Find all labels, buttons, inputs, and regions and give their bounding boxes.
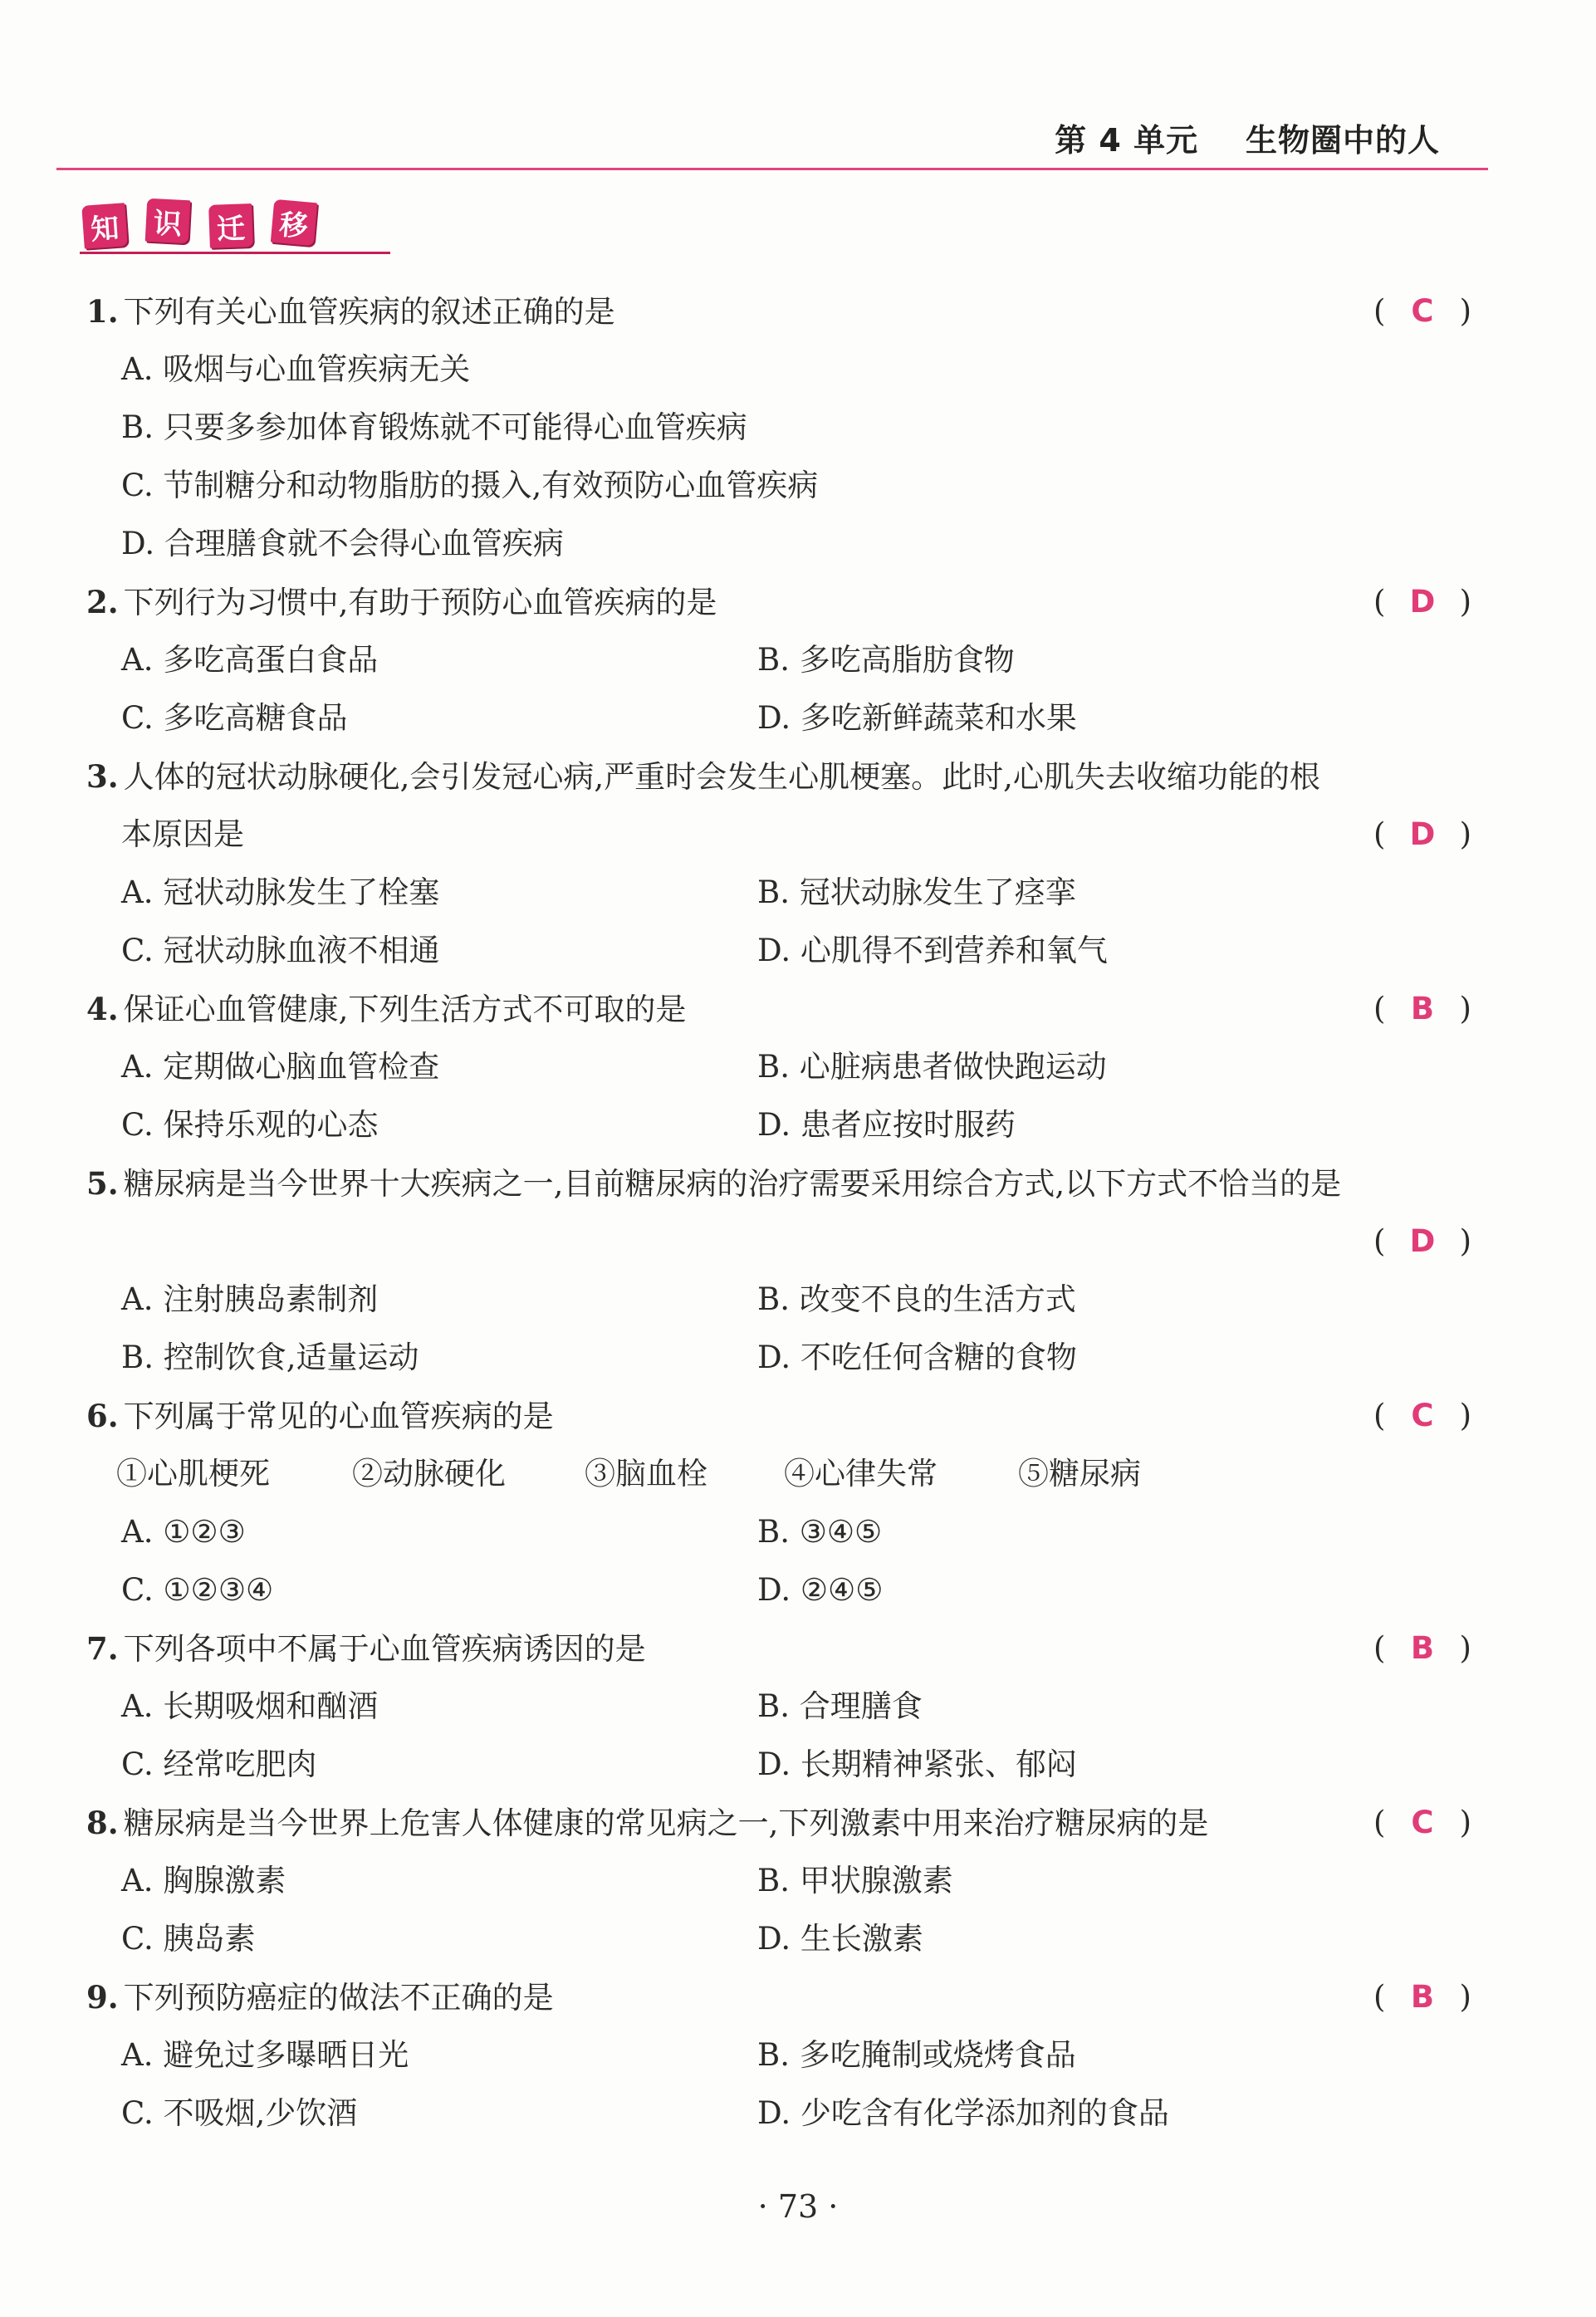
option-d: D. 不吃任何含糖的食物 [757,1340,1077,1375]
question-9 [0,1968,1596,2143]
answer-slot: ( C ) [1373,1387,1471,1445]
answer-slot: ( D ) [1373,1212,1471,1271]
question-8 [0,1794,1596,1968]
unit-title: 第 4 单元 生物圈中的人 [1055,122,1440,159]
option-d: D. ②④⑤ [757,1572,884,1608]
question-number: 9. [86,1979,119,2016]
option-a: A. 避免过多曝晒日光 [121,2037,409,2073]
question-stem: 糖尿病是当今世界上危害人体健康的常见病之一,下列激素中用来治疗糖尿病的是 [123,1805,1209,1841]
answer-slot: ( C ) [1373,282,1471,340]
option-b: B. 多吃腌制或烧烤食品 [757,2037,1076,2073]
item-4: ④心律失常 [784,1456,938,1492]
question-number: 8. [86,1805,119,1841]
answer-value: B [1410,991,1435,1026]
answer-value: D [1409,584,1436,620]
answer-slot: ( D ) [1373,573,1471,631]
option-b: B. 多吃高脂肪食物 [757,642,1015,678]
question-1 [0,282,1596,573]
option-d: D. 心肌得不到营养和氧气 [757,933,1108,968]
question-7 [0,1619,1596,1794]
question-stem: 糖尿病是当今世界十大疾病之一,目前糖尿病的治疗需要采用综合方式,以下方式不恰当的是 [123,1166,1342,1202]
option-a: A. 定期做心脑血管检查 [121,1049,440,1085]
answer-slot: ( B ) [1373,1968,1471,2026]
item-5: ⑤糖尿病 [1018,1456,1141,1492]
section-underline [80,252,390,254]
answer-value: C [1411,1398,1434,1433]
option-c: C. 多吃高糖食品 [121,700,348,736]
question-stem: 下列行为习惯中,有助于预防心血管疾病的是 [123,585,717,620]
option-d: D. 生长激素 [757,1921,923,1957]
question-number: 5. [86,1165,119,1202]
question-number: 2. [86,584,119,620]
answer-slot: ( C ) [1373,1794,1471,1852]
option-b: B. 心脏病患者做快跑运动 [757,1049,1107,1085]
question-stem: 下列属于常见的心血管疾病的是 [123,1399,554,1434]
section-char: 迁 [208,203,253,248]
answer-slot: ( B ) [1373,1619,1471,1678]
option-d: D. 合理膳食就不会得心血管疾病 [121,526,564,561]
option-b: B. 只要多参加体育锻炼就不可能得心血管疾病 [121,409,747,445]
option-c: C. 不吸烟,少饮酒 [121,2095,358,2131]
question-5 [0,1154,1596,1387]
answer-slot: ( D ) [1373,806,1471,864]
question-6 [0,1387,1596,1619]
question-2 [0,573,1596,747]
option-d: D. 少吃含有化学添加剂的食品 [757,2095,1169,2131]
option-c: C. 冠状动脉血液不相通 [121,933,440,968]
question-number: 1. [86,293,119,330]
answer-value: D [1409,1223,1436,1259]
option-a: A. 冠状动脉发生了栓塞 [121,874,440,910]
question-number: 7. [86,1630,119,1667]
section-char: 识 [145,198,191,244]
option-a: A. 注射胰岛素制剂 [121,1281,379,1317]
question-stem: 下列有关心血管疾病的叙述正确的是 [123,294,615,330]
section-banner [83,199,390,257]
option-c: C. 胰岛素 [121,1921,256,1957]
answer-value: C [1411,1805,1434,1840]
question-number: 4. [86,991,119,1027]
option-d: D. 多吃新鲜蔬菜和水果 [757,700,1077,736]
question-stem: 下列各项中不属于心血管疾病诱因的是 [123,1631,646,1667]
option-a: A. 吸烟与心血管疾病无关 [121,351,471,387]
option-c: C. ①②③④ [121,1572,274,1608]
answer-value: D [1409,816,1436,852]
answer-value: C [1411,293,1434,329]
option-b: B. 冠状动脉发生了痉挛 [757,874,1076,910]
option-a: A. 胸腺激素 [121,1863,286,1898]
page-number: · 73 · [757,2188,839,2225]
option-a: A. 多吃高蛋白食品 [121,642,379,678]
option-b: B. ③④⑤ [757,1514,883,1550]
option-c: C. 节制糖分和动物脂肪的摄入,有效预防心血管疾病 [121,468,819,503]
question-stem-continued: 本原因是 [121,816,244,852]
question-number: 6. [86,1398,119,1434]
answer-value: B [1410,1979,1435,2015]
option-c: C. 经常吃肥肉 [121,1746,317,1782]
item-2: ②动脉硬化 [352,1456,506,1492]
option-b: B. 合理膳食 [757,1688,923,1724]
question-stem: 人体的冠状动脉硬化,会引发冠心病,严重时会发生心肌梗塞。此时,心肌失去收缩功能的根 [123,759,1320,795]
header-divider [56,168,1488,170]
option-c: B. 控制饮食,适量运动 [121,1340,419,1375]
option-c: C. 保持乐观的心态 [121,1107,379,1143]
question-number: 3. [86,758,119,795]
option-a: A. ①②③ [121,1514,246,1550]
question-stem: 保证心血管健康,下列生活方式不可取的是 [123,992,687,1027]
section-char: 移 [271,199,317,246]
option-b: B. 甲状腺激素 [757,1863,953,1898]
question-3 [0,747,1596,980]
item-3: ③脑血栓 [585,1456,707,1492]
answer-slot: ( B ) [1373,980,1471,1038]
section-char: 知 [81,203,128,249]
option-a: A. 长期吸烟和酗酒 [121,1688,379,1724]
option-d: D. 长期精神紧张、郁闷 [757,1746,1077,1782]
option-b: B. 改变不良的生活方式 [757,1281,1076,1317]
answer-value: B [1410,1630,1435,1666]
question-4 [0,980,1596,1154]
option-d: D. 患者应按时服药 [757,1107,1016,1143]
item-1: ①心肌梗死 [116,1456,270,1492]
question-stem: 下列预防癌症的做法不正确的是 [123,1980,554,2016]
